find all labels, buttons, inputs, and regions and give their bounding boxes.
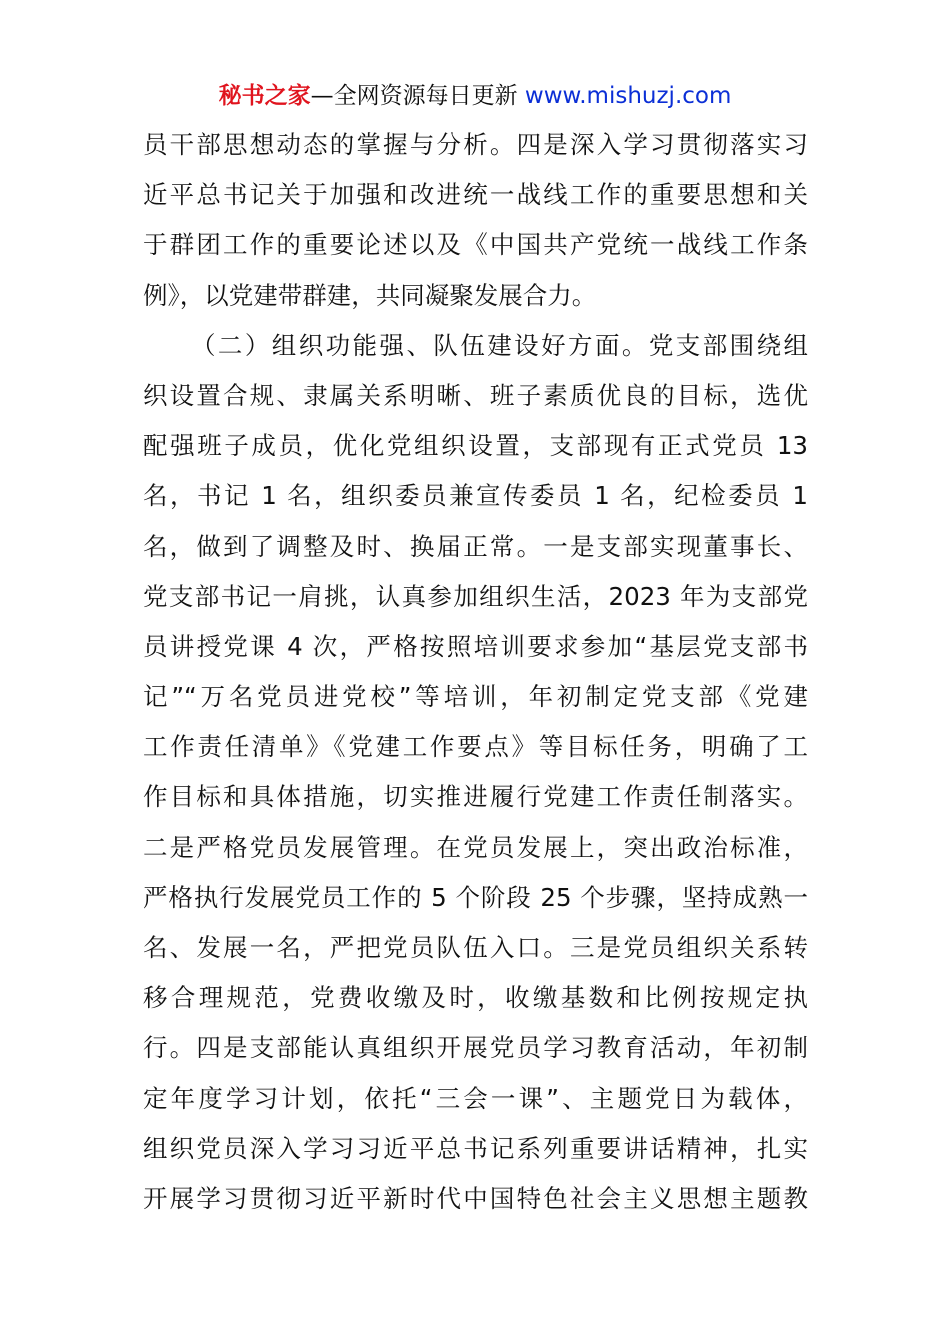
text-line: 于群团工作的重要论述以及《中国共产党统一战线工作条 (143, 230, 808, 260)
text-line: 织设置合规、隶属关系明晰、班子素质优良的目标，选优 (143, 380, 808, 410)
text-line: 组织党员深入学习习近平总书记系列重要讲话精神，扎实 (143, 1133, 808, 1163)
text-line: 开展学习贯彻习近平新时代中国特色社会主义思想主题教 (143, 1183, 808, 1213)
text-line: 名、发展一名，严把党员队伍入口。三是党员组织关系转 (143, 933, 808, 962)
text-line: 作目标和具体措施，切实推进履行党建工作责任制落实。 (143, 782, 808, 812)
site-url-link[interactable]: www.mishuzj.com (524, 83, 732, 109)
section-heading-line: （二）组织功能强、队伍建设好方面。党支部围绕组 (191, 330, 808, 360)
text-line: 严格执行发展党员工作的 5 个阶段 25 个步骤，坚持成熟一 (143, 882, 808, 912)
text-line: 移合理规范，党费收缴及时，收缴基数和比例按规定执 (143, 983, 808, 1013)
text-line: 员干部思想动态的掌握与分析。四是深入学习贯彻落实习 (143, 130, 808, 159)
text-line: 近平总书记关于加强和改进统一战线工作的重要思想和关 (143, 180, 808, 210)
header-tagline: —全网资源每日更新 (310, 83, 525, 109)
text-line: 配强班子成员，优化党组织设置，支部现有正式党员 13 (143, 431, 808, 461)
brand-name: 秘书之家 (218, 83, 311, 109)
document-body (143, 120, 808, 1224)
text-line: 工作责任清单》《党建工作要点》等目标任务，明确了工 (143, 732, 808, 762)
text-line: 党支部书记一肩挑，认真参加组织生活，2023 年为支部党 (143, 581, 808, 611)
text-line: 记”“万名党员进党校”等培训，年初制定党支部《党建 (143, 682, 808, 712)
text-line: 行。四是支部能认真组织开展党员学习教育活动，年初制 (143, 1033, 808, 1063)
text-line: 名，做到了调整及时、换届正常。一是支部实现董事长、 (143, 531, 808, 561)
text-line: 名，书记 1 名，组织委员兼宣传委员 1 名，纪检委员 1 (143, 481, 808, 511)
page-header (0, 80, 950, 112)
text-line: 例》，以党建带群建，共同凝聚发展合力。 (143, 280, 597, 310)
text-line: 员讲授党课 4 次，严格按照培训要求参加“基层党支部书 (143, 631, 808, 661)
text-line: 二是严格党员发展管理。在党员发展上，突出政治标准， (143, 832, 808, 862)
text-line: 定年度学习计划，依托“三会一课”、主题党日为载体， (143, 1083, 808, 1113)
